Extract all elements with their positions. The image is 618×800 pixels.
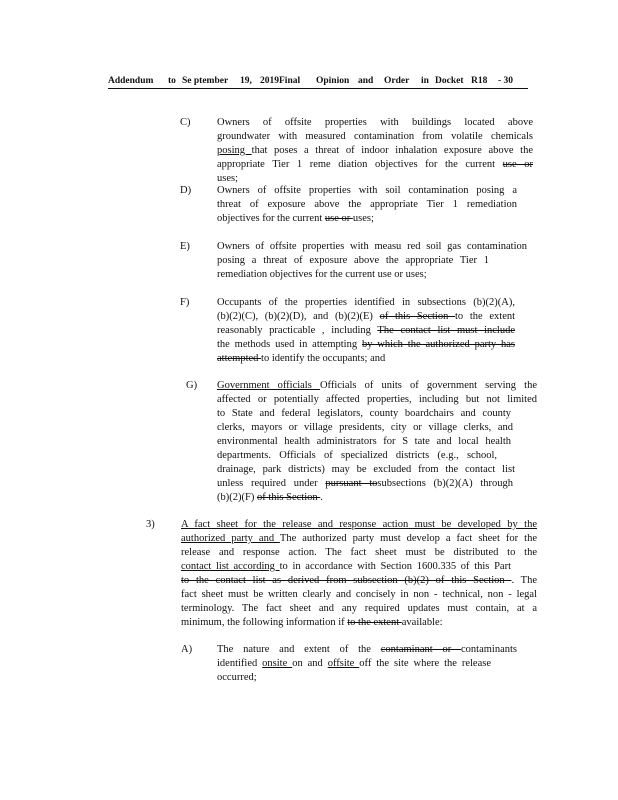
text-line: departments. Officials of specialized districts (e.g., school,: [217, 450, 497, 461]
text-line: affected or potentially affected properties, including but not limited: [217, 394, 537, 405]
header-word: to: [168, 76, 176, 86]
item-d: [217, 184, 517, 226]
text-line: subsections (b)(2)(A) through: [377, 478, 514, 489]
inserted-text: Government officials: [217, 380, 320, 391]
text-line: clerks, mayors or village presidents, city or village clerks, and: [217, 422, 513, 433]
inserted-text: authorized party and: [181, 533, 280, 544]
header-word: Opinion: [316, 76, 350, 86]
deleted-text: pursuant to: [325, 478, 378, 489]
item-label-c: C): [180, 117, 191, 128]
text-line: terminology. The fact sheet and any required updates must contain, at a: [181, 603, 537, 614]
item-label-e: E): [180, 241, 190, 252]
item-a: [217, 643, 517, 685]
header-word: Docket: [435, 76, 464, 86]
text-line: reasonably practicable , including: [217, 325, 378, 336]
text-line: groundwater with measured contamination from volatile chemicals: [217, 131, 533, 142]
item-label-g: G): [186, 380, 198, 391]
page-header: [108, 76, 528, 89]
item-label-f: F): [180, 297, 190, 308]
item-label-a: A): [181, 644, 193, 655]
text-line: to identify the occupants; and: [261, 353, 386, 364]
text-line: available:: [401, 617, 443, 628]
text-line: appropriate Tier 1 reme diation objectives for the current: [217, 159, 503, 170]
text-line: (b)(2)(F): [217, 492, 257, 503]
text-line: The nature and extent of the: [217, 644, 381, 655]
header-word: Order: [384, 76, 410, 86]
inserted-text: offsite: [327, 658, 360, 669]
header-word: and: [358, 76, 374, 86]
text-line: release and response action. The fact sheet must be distributed to the: [181, 547, 537, 558]
deleted-text: of this Section: [379, 311, 456, 322]
deleted-text: to the extent: [347, 617, 402, 628]
text-line: threat of exposure above the appropriate Tier 1 remediation: [217, 199, 517, 210]
text-line: .: [320, 492, 323, 503]
deleted-text: attempted: [217, 353, 262, 364]
deleted-text: contaminant or: [380, 644, 461, 655]
text-line: Officials of units of government serving the: [319, 380, 537, 391]
text-line: that poses a threat of indoor inhalation exposure above the: [251, 145, 533, 156]
item-f: [217, 296, 515, 366]
text-line: Owners of offsite properties with buildings located above: [217, 117, 533, 128]
item-c: [217, 116, 533, 186]
text-line: to in accordance with Section 1600.335 of this Part: [279, 561, 511, 572]
deleted-text: of this Section: [256, 492, 321, 503]
text-line: (b)(2)(C), (b)(2)(D), and (b)(2)(E): [217, 311, 380, 322]
text-line: on and: [292, 658, 328, 669]
text-line: unless required under: [217, 478, 326, 489]
text-line: minimum, the following information if: [181, 617, 348, 628]
inserted-text: posing: [217, 145, 252, 156]
inserted-text: contact list according: [181, 561, 280, 572]
text-line: drainage, park districts) may be excluded from the contact list: [217, 464, 515, 475]
header-word: Addendum: [108, 76, 154, 86]
text-line: off the site where the release: [359, 658, 491, 669]
deleted-text: by which the authorized party has: [361, 339, 516, 350]
text-line: uses;: [352, 213, 374, 224]
text-line: to State and federal legislators, county boardchairs and county: [217, 408, 511, 419]
inserted-text: A fact sheet for the release and response action must be developed by the: [181, 519, 537, 530]
text-line: fact sheet must be written clearly and concisely in non - technical, non - legal: [181, 589, 537, 600]
header-word: R18: [471, 76, 488, 86]
header-word: - 30: [498, 76, 514, 86]
deleted-text: use or: [324, 213, 353, 224]
text-line: environmental health administrators for S tate and local health: [217, 436, 511, 447]
deleted-text: to the contact list as derived from subsection (b)(2) of this Section: [181, 575, 512, 586]
text-line: Owners of offsite properties with measu red soil gas contamination: [217, 241, 527, 252]
inserted-text: onsite: [262, 658, 293, 669]
text-line: Owners of offsite properties with soil contamination posing a: [217, 185, 517, 196]
item-label-d: D): [180, 185, 192, 196]
item-e: [217, 240, 527, 282]
text-line: to the extent: [455, 311, 516, 322]
text-line: Occupants of the properties identified in subsections (b)(2)(A),: [217, 297, 515, 308]
text-line: occurred;: [217, 672, 257, 683]
text-line: objectives for the current: [217, 213, 325, 224]
item-g: [217, 379, 537, 505]
text-line: remediation objectives for the current use or uses;: [217, 269, 427, 280]
paragraph-label-3: 3): [146, 519, 155, 530]
text-line: identified: [217, 658, 263, 669]
paragraph-3: [181, 518, 537, 630]
text-line: contaminants: [461, 644, 517, 655]
header-word: 19,: [240, 76, 252, 86]
deleted-text: The contact list must include: [377, 325, 516, 336]
deleted-text: use or: [502, 159, 533, 170]
header-word: in: [421, 76, 429, 86]
text-line: the methods used in attempting: [217, 339, 362, 350]
text-line: . The: [511, 575, 537, 586]
text-line: The authorized party must develop a fact sheet for the: [279, 533, 537, 544]
text-line: posing a threat of exposure above the appropriate Tier 1: [217, 255, 489, 266]
text-line: uses;: [217, 173, 238, 184]
header-word: 2019Final: [260, 76, 301, 86]
header-word: Se ptember: [182, 76, 229, 86]
